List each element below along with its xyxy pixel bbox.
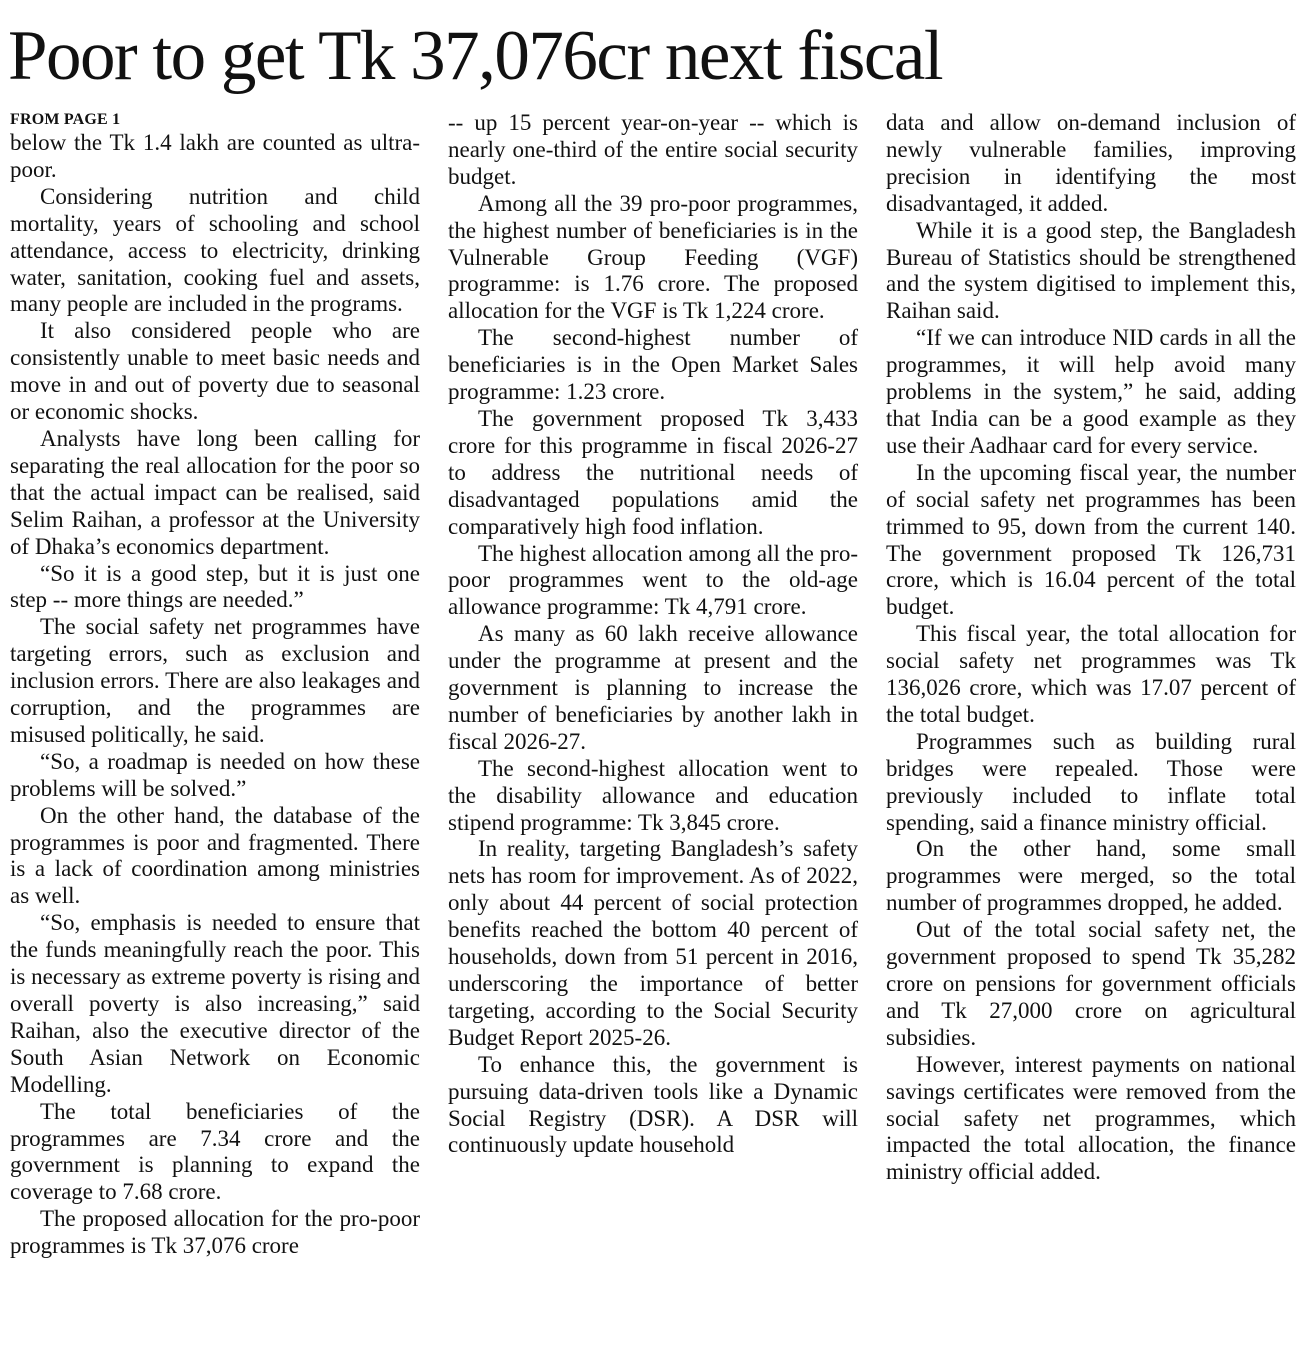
paragraph: Considering nutrition and child mortality, years of schooling and school attendance, access to electricity, drinking water, sanitation, cooking fuel and assets, many people are included in the programs. [10,183,420,317]
paragraph: data and allow on-demand inclusion of newly vulnerable families, improving precision in identifying the most disadvantaged, it added. [886,110,1296,216]
paragraph: The social safety net programmes have targeting errors, such as exclusion and inclusion errors. There are also leakages and corruption, and the programmes are misused politically, he said. [10,614,420,747]
paragraph: Out of the total social safety net, the government proposed to spend Tk 35,282 crore on pensions for government officials and Tk 27,000 crore on agricultural subsidies. [886,917,1296,1050]
paragraph: This fiscal year, the total allocation for social safety net programmes was Tk 136,026 crore, which was 17.07 percent of the total budget. [886,621,1296,727]
article-column-1 [10,110,420,1260]
paragraph: While it is a good step, the Bangladesh Bureau of Statistics should be strengthened and the system digitised to implement this, Raihan said. [886,217,1296,324]
article-column-2 [448,110,858,1159]
paragraph: “So, a roadmap is needed on how these problems will be solved.” [10,748,420,801]
paragraph: As many as 60 lakh receive allowance under the programme at present and the government is planning to increase the number of beneficiaries by another lakh in fiscal 2026-27. [448,621,858,754]
paragraph: “So, emphasis is needed to ensure that the funds meaningfully reach the poor. This is necessary as extreme poverty is rising and overall poverty is also increasing,” said Raihan, also the executive director of the South Asian Network on Economic Modelling. [10,910,420,1097]
paragraph: “If we can introduce NID cards in all the programmes, it will help avoid many problems in the system,” he said, adding that India can be a good example as they use their Aadhaar card for every service. [886,325,1296,458]
paragraph: The highest allocation among all the pro-poor programmes went to the old-age allowance programme: Tk 4,791 crore. [448,540,858,620]
article-column-3 [886,110,1296,1186]
paragraph: -- up 15 percent year-on-year -- which is nearly one-third of the entire social security budget. [448,110,858,189]
paragraph: The second-highest number of beneficiaries is in the Open Market Sales programme: 1.23 crore. [448,325,858,405]
paragraph: The government proposed Tk 3,433 crore for this programme in fiscal 2026-27 to address the nutritional needs of disadvantaged populations amid the comparatively high food inflation. [448,405,858,539]
paragraph: In reality, targeting Bangladesh’s safety nets has room for improvement. As of 2022, only about 44 percent of social protection benefits reached the bottom 40 percent of households, down from 51 percent in 2016, underscoring the importance of better targeting, according to the Social Security Budget Report 2025-26. [448,836,858,1050]
dateline: FROM PAGE 1 [10,111,121,128]
paragraph: The proposed allocation for the pro-poor programmes is Tk 37,076 crore [10,1206,420,1259]
headline: Poor to get Tk 37,076cr next fiscal [8,17,943,95]
paragraph: below the Tk 1.4 lakh are counted as ultra-poor. [10,130,420,182]
paragraph: To enhance this, the government is pursuing data-driven tools like a Dynamic Social Registry (DSR). A DSR will continuously update household [448,1051,858,1158]
paragraph: On the other hand, some small programmes were merged, so the total number of programmes dropped, he added. [886,836,1296,916]
paragraph: Among all the 39 pro-poor programmes, the highest number of beneficiaries is in the Vulnerable Group Feeding (VGF) programme: is 1.76 crore. The proposed allocation for the VGF is Tk 1,224 crore. [448,190,858,324]
paragraph: “So it is a good step, but it is just one step -- more things are needed.” [10,560,420,613]
paragraph: However, interest payments on national savings certificates were removed from the social safety net programmes, which impacted the total allocation, the finance ministry official added. [886,1051,1296,1185]
paragraph: On the other hand, the database of the programmes is poor and fragmented. There is a lack of coordination among ministries as well. [10,802,420,909]
paragraph: In the upcoming fiscal year, the number of social safety net programmes has been trimmed to 95, down from the current 140. The government proposed Tk 126,731 crore, which is 16.04 percent of the total budget. [886,459,1296,620]
paragraph: Programmes such as building rural bridges were repealed. Those were previously included to inflate total spending, said a finance ministry official. [886,728,1296,835]
paragraph: The second-highest allocation went to the disability allowance and education stipend programme: Tk 3,845 crore. [448,755,858,835]
paragraph: The total beneficiaries of the programmes are 7.34 crore and the government is planning to expand the coverage to 7.68 crore. [10,1098,420,1205]
paragraph: Analysts have long been calling for separating the real allocation for the poor so that the actual impact can be realised, said Selim Raihan, a professor at the University of Dhaka’s economics department. [10,425,420,559]
paragraph: It also considered people who are consistently unable to meet basic needs and move in and out of poverty due to seasonal or economic shocks. [10,318,420,425]
